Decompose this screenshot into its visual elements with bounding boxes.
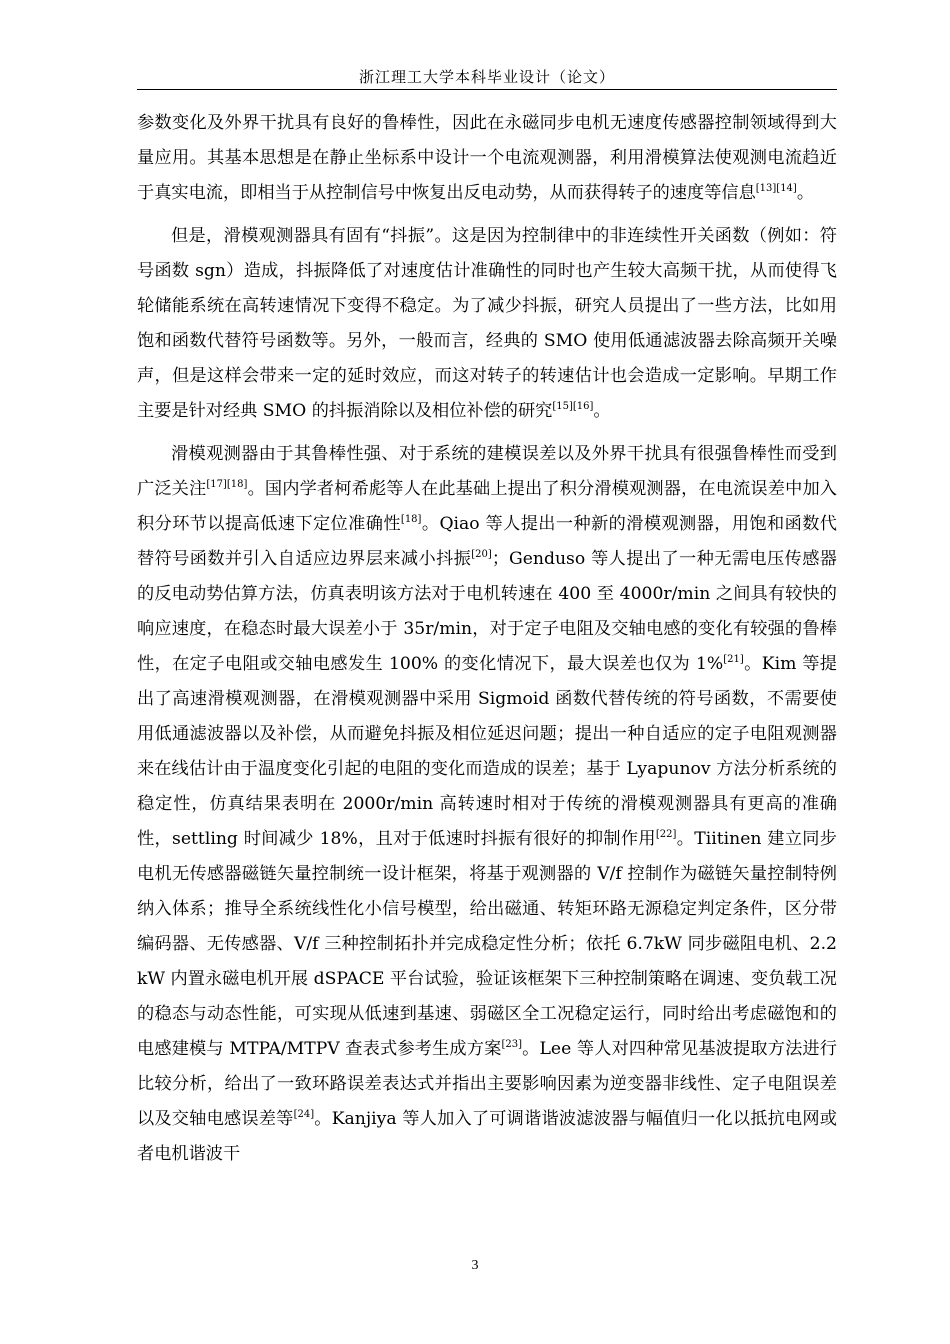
paragraph-text: 。国内学者柯希彪等人在此基础上提出了积分滑模观测器，在电流误差中加入积分环节以提高低速下定位准确性 — [137, 479, 837, 534]
citation-reference: [18] — [400, 514, 422, 525]
citation-reference: [17][18] — [206, 479, 248, 490]
citation-reference: [20] — [471, 549, 492, 560]
paragraph-text: 。Kanjiya 等人加入了可调谐谐波滤波器与幅值归一化以抵抗电网或者电机谐波干 — [137, 1109, 837, 1164]
citation-reference: [22] — [655, 829, 677, 840]
citation-reference: [13][14] — [755, 183, 797, 194]
citation-reference: [24] — [293, 1109, 315, 1120]
header-rule — [137, 89, 837, 90]
paragraph-text: 但是，滑模观测器具有固有“抖振”。这是因为控制律中的非连续性开关函数（例如：符号函数 sgn）造成，抖振降低了对速度估计准确性的同时也产生较大高频干扰，从而使得飞轮储能系统在高转速情况下变得不稳定。为了减少抖振，研究人员提出了一些方法，比如用饱和函数代替符号函数等。另外，一般而言，经典的 SMO 使用低通滤波器去除高频开关噪声，但是这样会带来一定的延时效应，而这对转子的转速估计也会造成一定影响。早期工作主要是针对经典 SMO 的抖振消除以及相位补偿的研究 — [137, 226, 837, 421]
paragraph-text: 。Qiao 等人提出一种新的滑模观测器，用饱和函数代替符号函数并引入自适应边界层来减小抖振 — [137, 514, 837, 569]
document-body — [137, 106, 837, 1180]
paragraph-text: 。Kim 等提出了高速滑模观测器，在滑模观测器中采用 Sigmoid 函数代替传统的符号函数，不需要使用低通滤波器以及补偿，从而避免抖振及相位延迟问题；提出一种自适应的定子电阻观测器来在线估计由于温度变化引起的电阻的变化而造成的误差；基于 Lyapunov 方法分析系统的稳定性，仿真结果表明在 2000r/min 高转速时相对于传统的滑模观测器具有更高的准确性，settling 时间减少 18%，且对于低速时抖振有很好的抑制作用 — [137, 654, 837, 849]
paragraph-text: ；Genduso 等人提出了一种无需电压传感器的反电动势估算方法，仿真表明该方法对于电机转速在 400 至 4000r/min 之间具有较快的响应速度，在稳态时最大误差小于 35r/min，对于定子电阻及交轴电感的变化有较强的鲁棒性，在定子电阻或交轴电感发生 100% 的变化情况下，最大误差也仅为 1% — [137, 549, 837, 674]
body-paragraph — [137, 106, 837, 211]
paragraph-text: 参数变化及外界干扰具有良好的鲁棒性，因此在永磁同步电机无速度传感器控制领域得到大量应用。其基本思想是在静止坐标系中设计一个电流观测器，利用滑模算法使观测电流趋近于真实电流，即相当于从控制信号中恢复出反电动势，从而获得转子的速度等信息 — [137, 113, 837, 203]
body-paragraph — [137, 437, 837, 1172]
body-paragraph — [137, 219, 837, 429]
citation-reference: [15][16] — [552, 401, 594, 412]
paragraph-text: 滑模观测器由于其鲁棒性强、对于系统的建模误差以及外界干扰具有很强鲁棒性而受到广泛关注 — [137, 444, 837, 499]
page-number: 3 — [471, 1258, 479, 1273]
page-header-title: 浙江理工大学本科毕业设计（论文） — [358, 68, 615, 86]
paragraph-text: 。 — [796, 183, 815, 203]
paragraph-text: 。 — [593, 401, 611, 421]
paragraph-text: 。Tiitinen 建立同步电机无传感器磁链矢量控制统一设计框架，将基于观测器的 V/f 控制作为磁链矢量控制特例纳入体系；推导全系统线性化小信号模型，给出磁通、转矩环路无源稳定判定条件，区分带编码器、无传感器、V/f 三种控制拓扑并完成稳定性分析；依托 6.7kW 同步磁阻电机、2.2kW 内置永磁电机开展 dSPACE 平台试验，验证该框架下三种控制策略在调速、变负载工况的稳态与动态性能，可实现从低速到基速、弱磁区全工况稳定运行，同时给出考虑磁饱和的电感建模与 MTPA/MTPV 查表式参考生成方案 — [137, 829, 837, 1059]
citation-reference: [21] — [723, 654, 744, 665]
paragraph-text: 。Lee 等人对四种常见基波提取方法进行比较分析，给出了一致环路误差表达式并指出主要影响因素为逆变器非线性、定子电阻误差以及交轴电感误差等 — [137, 1039, 837, 1129]
citation-reference: [23] — [501, 1039, 522, 1050]
